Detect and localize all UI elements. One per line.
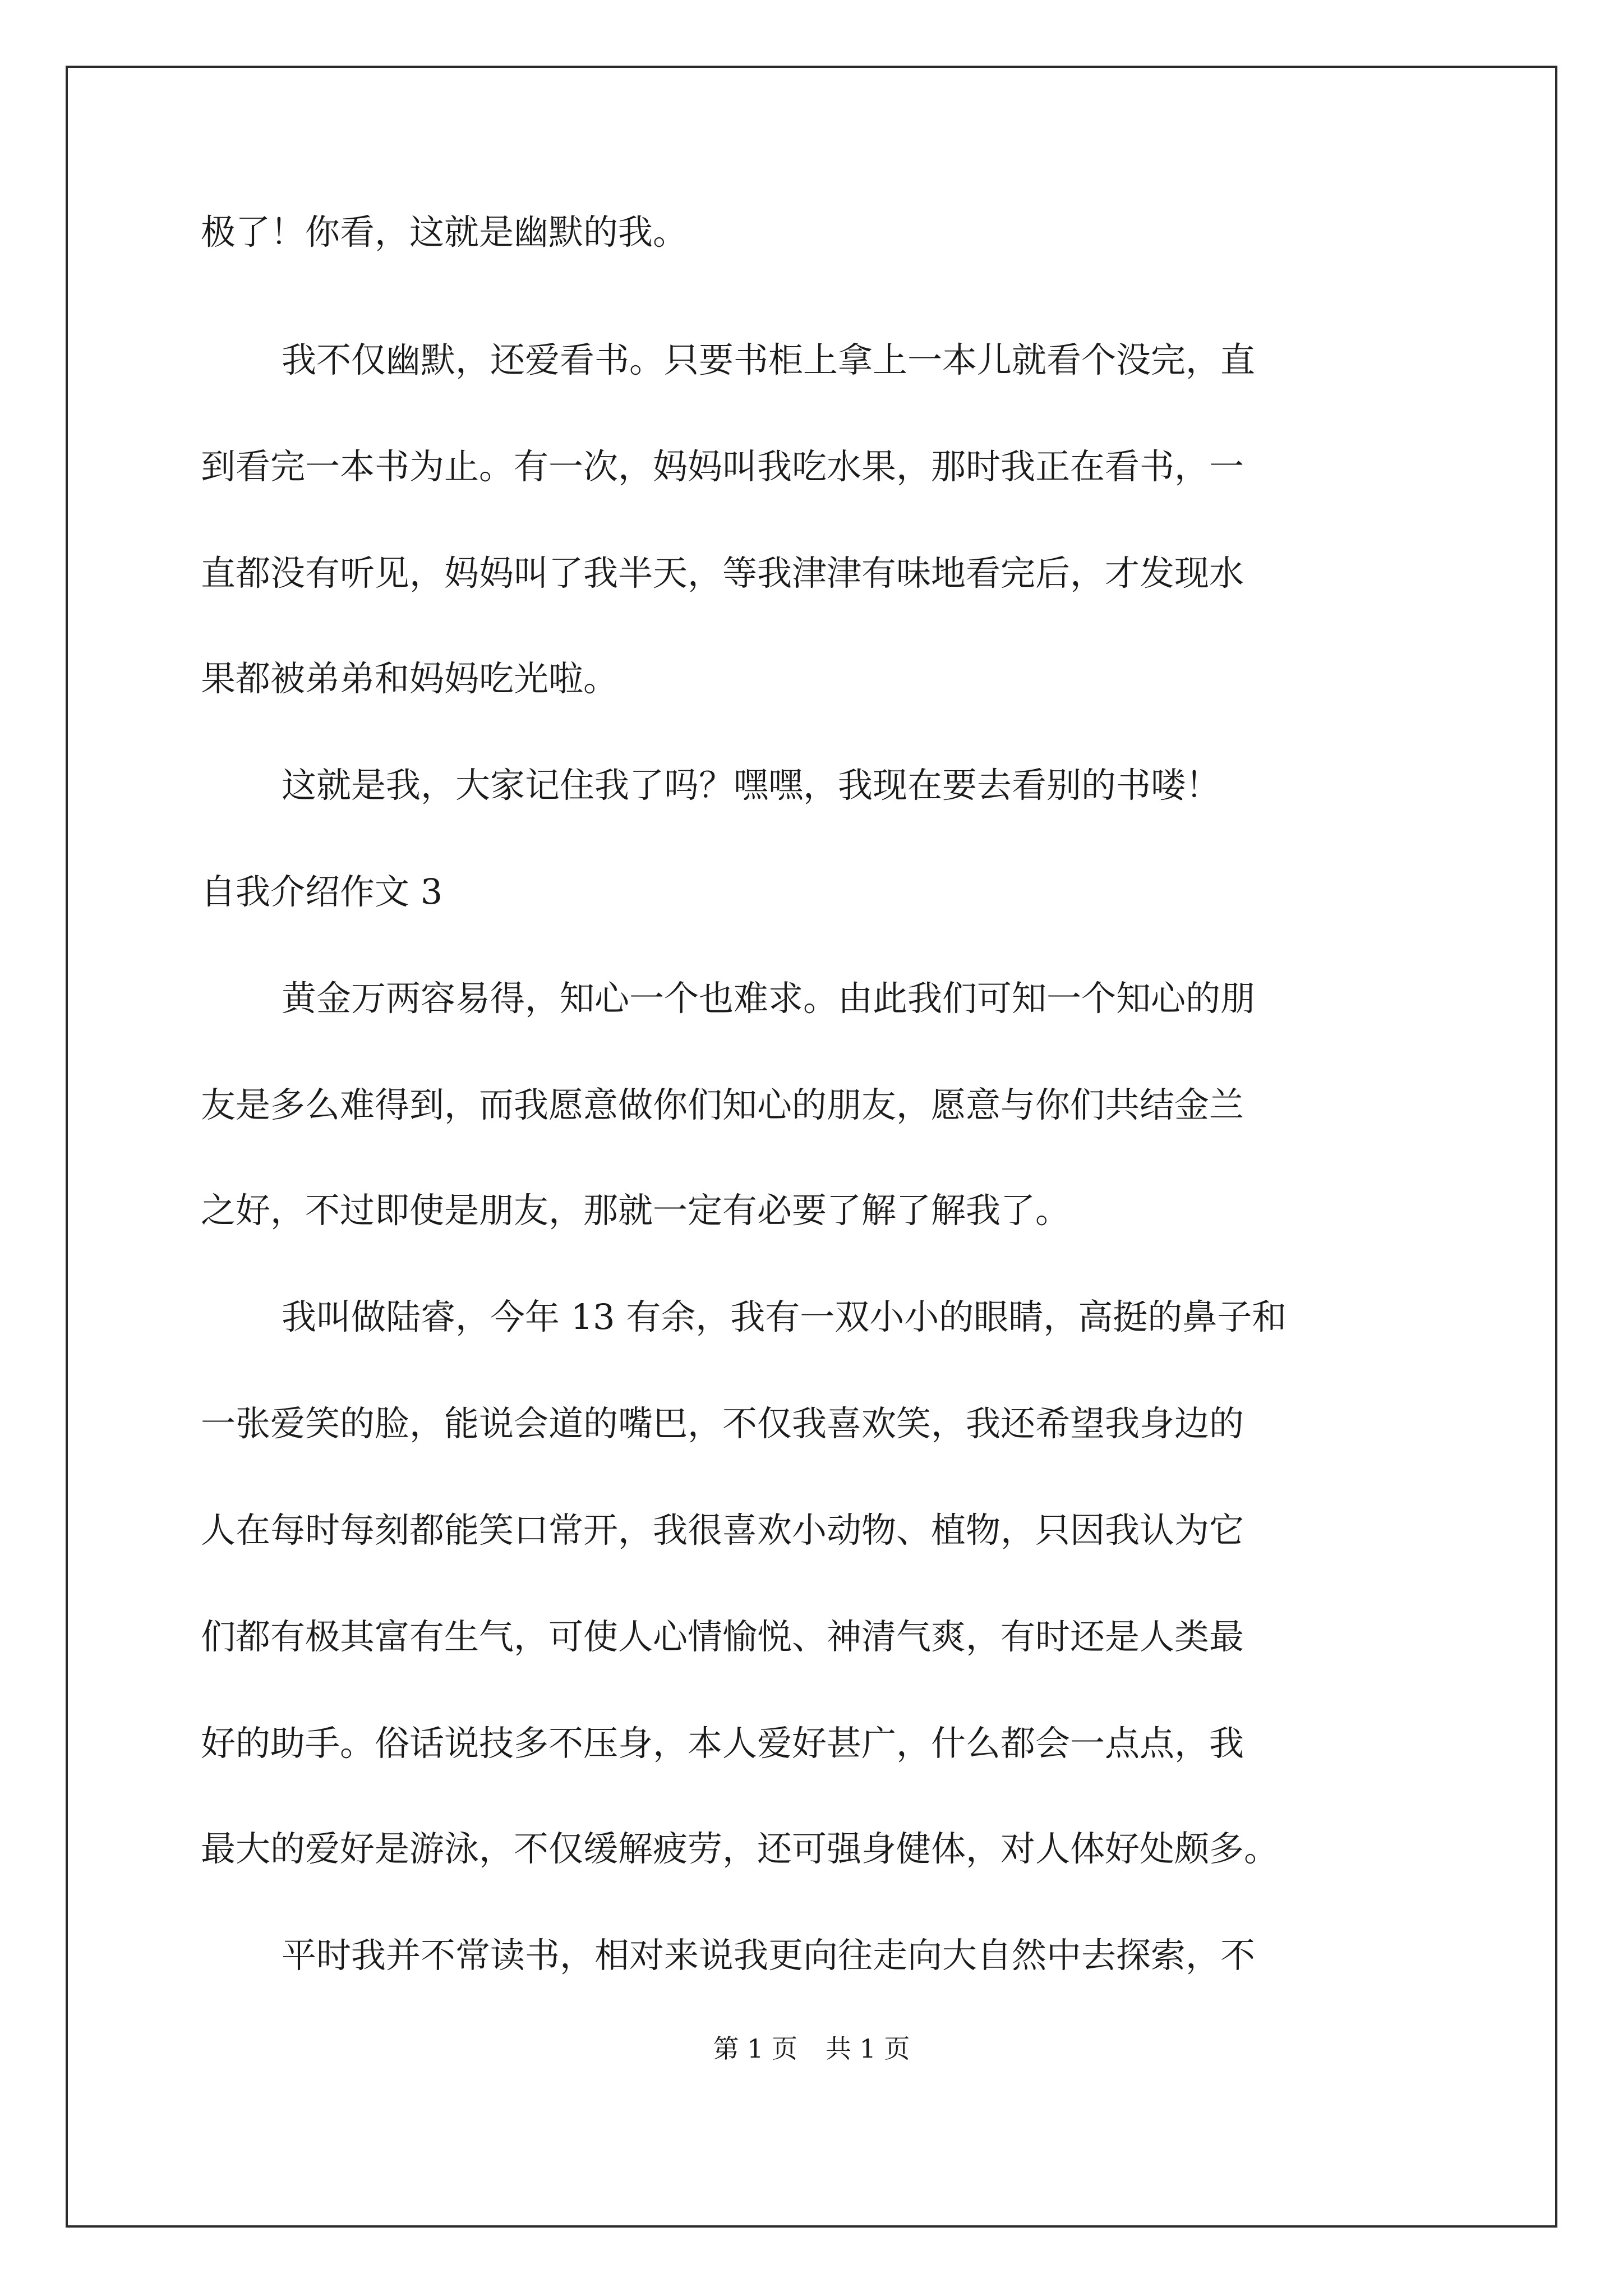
- text-line-5: 果都被弟弟和妈妈吃光啦。: [201, 658, 619, 699]
- text-line-9: 友是多么难得到，而我愿意做你们知心的朋友，愿意与你们共结金兰: [201, 1084, 1244, 1125]
- text-line-13: 人在每时每刻都能笑口常开，我很喜欢小动物、植物，只因我认为它: [201, 1510, 1244, 1550]
- text-line-14: 们都有极其富有生气，可使人心情愉悦、神清气爽，有时还是人类最: [201, 1616, 1244, 1657]
- page-border: [66, 66, 1557, 2228]
- text-line-17: 平时我并不常读书，相对来说我更向往走向大自然中去探索，不: [282, 1935, 1256, 1976]
- text-line-1: 极了！你看，这就是幽默的我。: [201, 211, 688, 252]
- text-line-6: 这就是我，大家记住我了吗？嘿嘿，我现在要去看别的书喽！: [282, 765, 1221, 806]
- text-line-2: 我不仅幽默，还爱看书。只要书柜上拿上一本儿就看个没完，直: [282, 339, 1256, 380]
- page-number: 第 1 页: [713, 2033, 797, 2064]
- text-line-4: 直都没有听见，妈妈叫了我半天，等我津津有味地看完后，才发现水: [201, 553, 1244, 593]
- text-line-8: 黄金万两容易得，知心一个也难求。由此我们可知一个知心的朋: [282, 978, 1256, 1019]
- text-line-11: 我叫做陆睿，今年 13 有余，我有一双小小的眼睛，高挺的鼻子和: [282, 1296, 1287, 1337]
- text-line-16: 最大的爱好是游泳，不仅缓解疲劳，还可强身健体，对人体好处颇多。: [201, 1828, 1279, 1869]
- page-total: 共 1 页: [826, 2033, 910, 2064]
- text-line-10: 之好，不过即使是朋友，那就一定有必要了解了解我了。: [201, 1190, 1071, 1231]
- text-line-15: 好的助手。俗话说技多不压身，本人爱好甚广，什么都会一点点，我: [201, 1723, 1244, 1764]
- section-heading: 自我介绍作文 3: [201, 871, 443, 912]
- page-footer: [0, 2032, 1623, 2065]
- text-line-12: 一张爱笑的脸，能说会道的嘴巴，不仅我喜欢笑，我还希望我身边的: [201, 1403, 1244, 1444]
- text-line-3: 到看完一本书为止。有一次，妈妈叫我吃水果，那时我正在看书，一: [201, 446, 1244, 487]
